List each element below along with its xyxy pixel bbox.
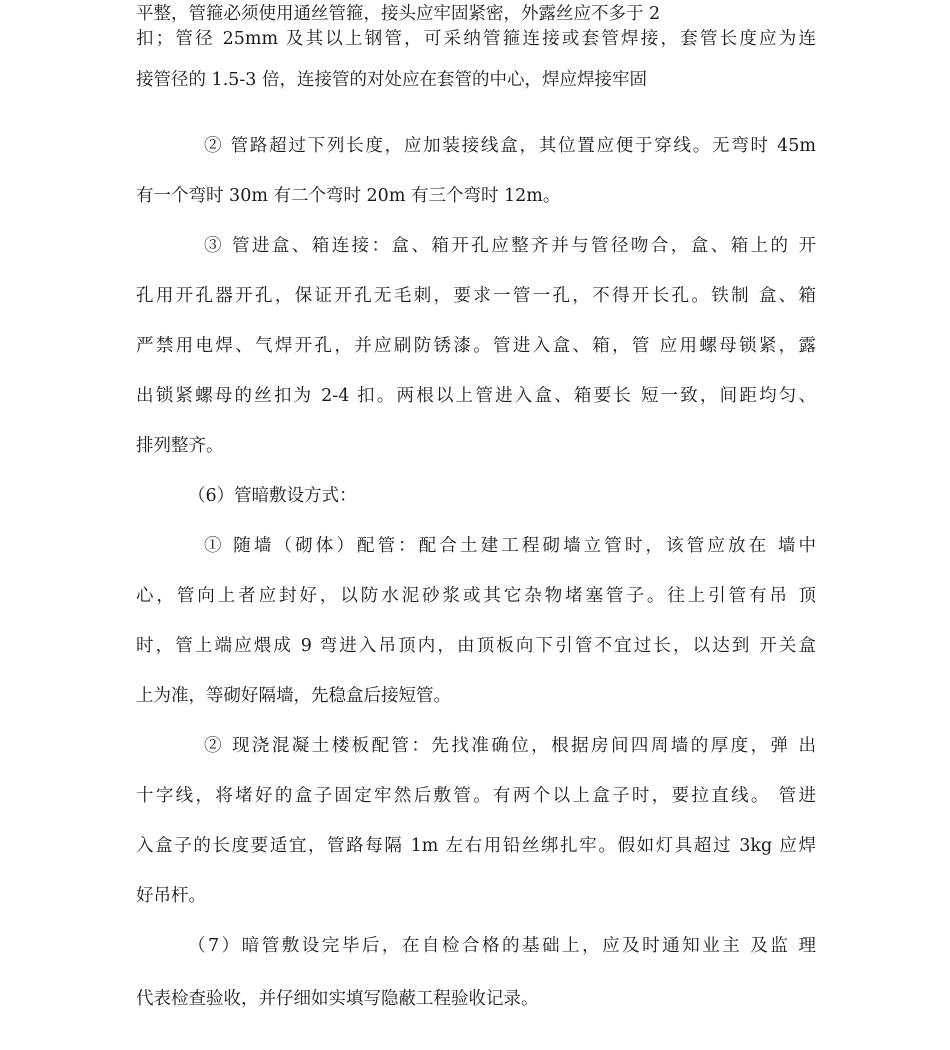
paragraph-line: 入盒子的长度要适宜，管路每隔 1m 左右用铅丝绑扎牢。假如灯具超过 3kg 应焊 xyxy=(136,836,816,856)
paragraph-line: 扣；管径 25mm 及其以上钢管，可采纳管箍连接或套管焊接，套管长度应为连 xyxy=(136,29,816,49)
paragraph-line: ③ 管进盒、箱连接：盒、箱开孔应整齐并与管径吻合，盒、箱上的 开 xyxy=(204,236,816,256)
paragraph-line: 出锁紧螺母的丝扣为 2-4 扣。两根以上管进入盒、箱要长 短一致，间距均匀、 xyxy=(136,386,816,406)
paragraph-line: 有一个弯时 30m 有二个弯时 20m 有三个弯时 12m。 xyxy=(136,186,561,206)
paragraph-line: ② 现浇混凝土楼板配管：先找准确位，根据房间四周墙的厚度，弹 出 xyxy=(204,736,816,756)
paragraph-line: 孔用开孔器开孔，保证开孔无毛刺，要求一管一孔，不得开长孔。铁制 盒、箱 xyxy=(136,286,816,306)
paragraph-line: 代表检查验收，并仔细如实填写隐蔽工程验收记录。 xyxy=(136,989,539,1009)
paragraph-line: 严禁用电焊、气焊开孔，并应刷防锈漆。管进入盒、箱，管 应用螺母锁紧，露 xyxy=(136,336,816,356)
paragraph-line: ① 随墙（砌体）配管：配合土建工程砌墙立管时，该管应放在 墙中 xyxy=(204,536,816,556)
paragraph-line: 排列整齐。 xyxy=(136,436,224,456)
paragraph-line: 时，管上端应煨成 9 弯进入吊顶内，由顶板向下引管不宜过长，以达到 开关盒 xyxy=(136,636,816,656)
paragraph-line: 平整，管箍必须使用通丝管箍，接头应牢固紧密，外露丝应不多于 2 xyxy=(136,4,661,24)
paragraph-line: 心，管向上者应封好，以防水泥砂浆或其它杂物堵塞管子。往上引管有吊 顶 xyxy=(136,586,816,606)
paragraph-line: （7）暗管敷设完毕后，在自检合格的基础上，应及时通知业主 及监 理 xyxy=(188,936,816,956)
paragraph-line: 接管径的 1.5-3 倍，连接管的对处应在套管的中心，焊应焊接牢固 xyxy=(136,70,648,90)
paragraph-line: 好吊杆。 xyxy=(136,886,206,906)
section-heading: （6）管暗敷设方式： xyxy=(188,486,357,506)
paragraph-line: 上为准，等砌好隔墙，先稳盒后接短管。 xyxy=(136,686,451,706)
paragraph-line: ② 管路超过下列长度，应加装接线盒，其位置应便于穿线。无弯时 45m xyxy=(204,136,816,156)
paragraph-line: 十字线，将堵好的盒子固定牢然后敷管。有两个以上盒子时，要拉直线。 管进 xyxy=(136,786,816,806)
